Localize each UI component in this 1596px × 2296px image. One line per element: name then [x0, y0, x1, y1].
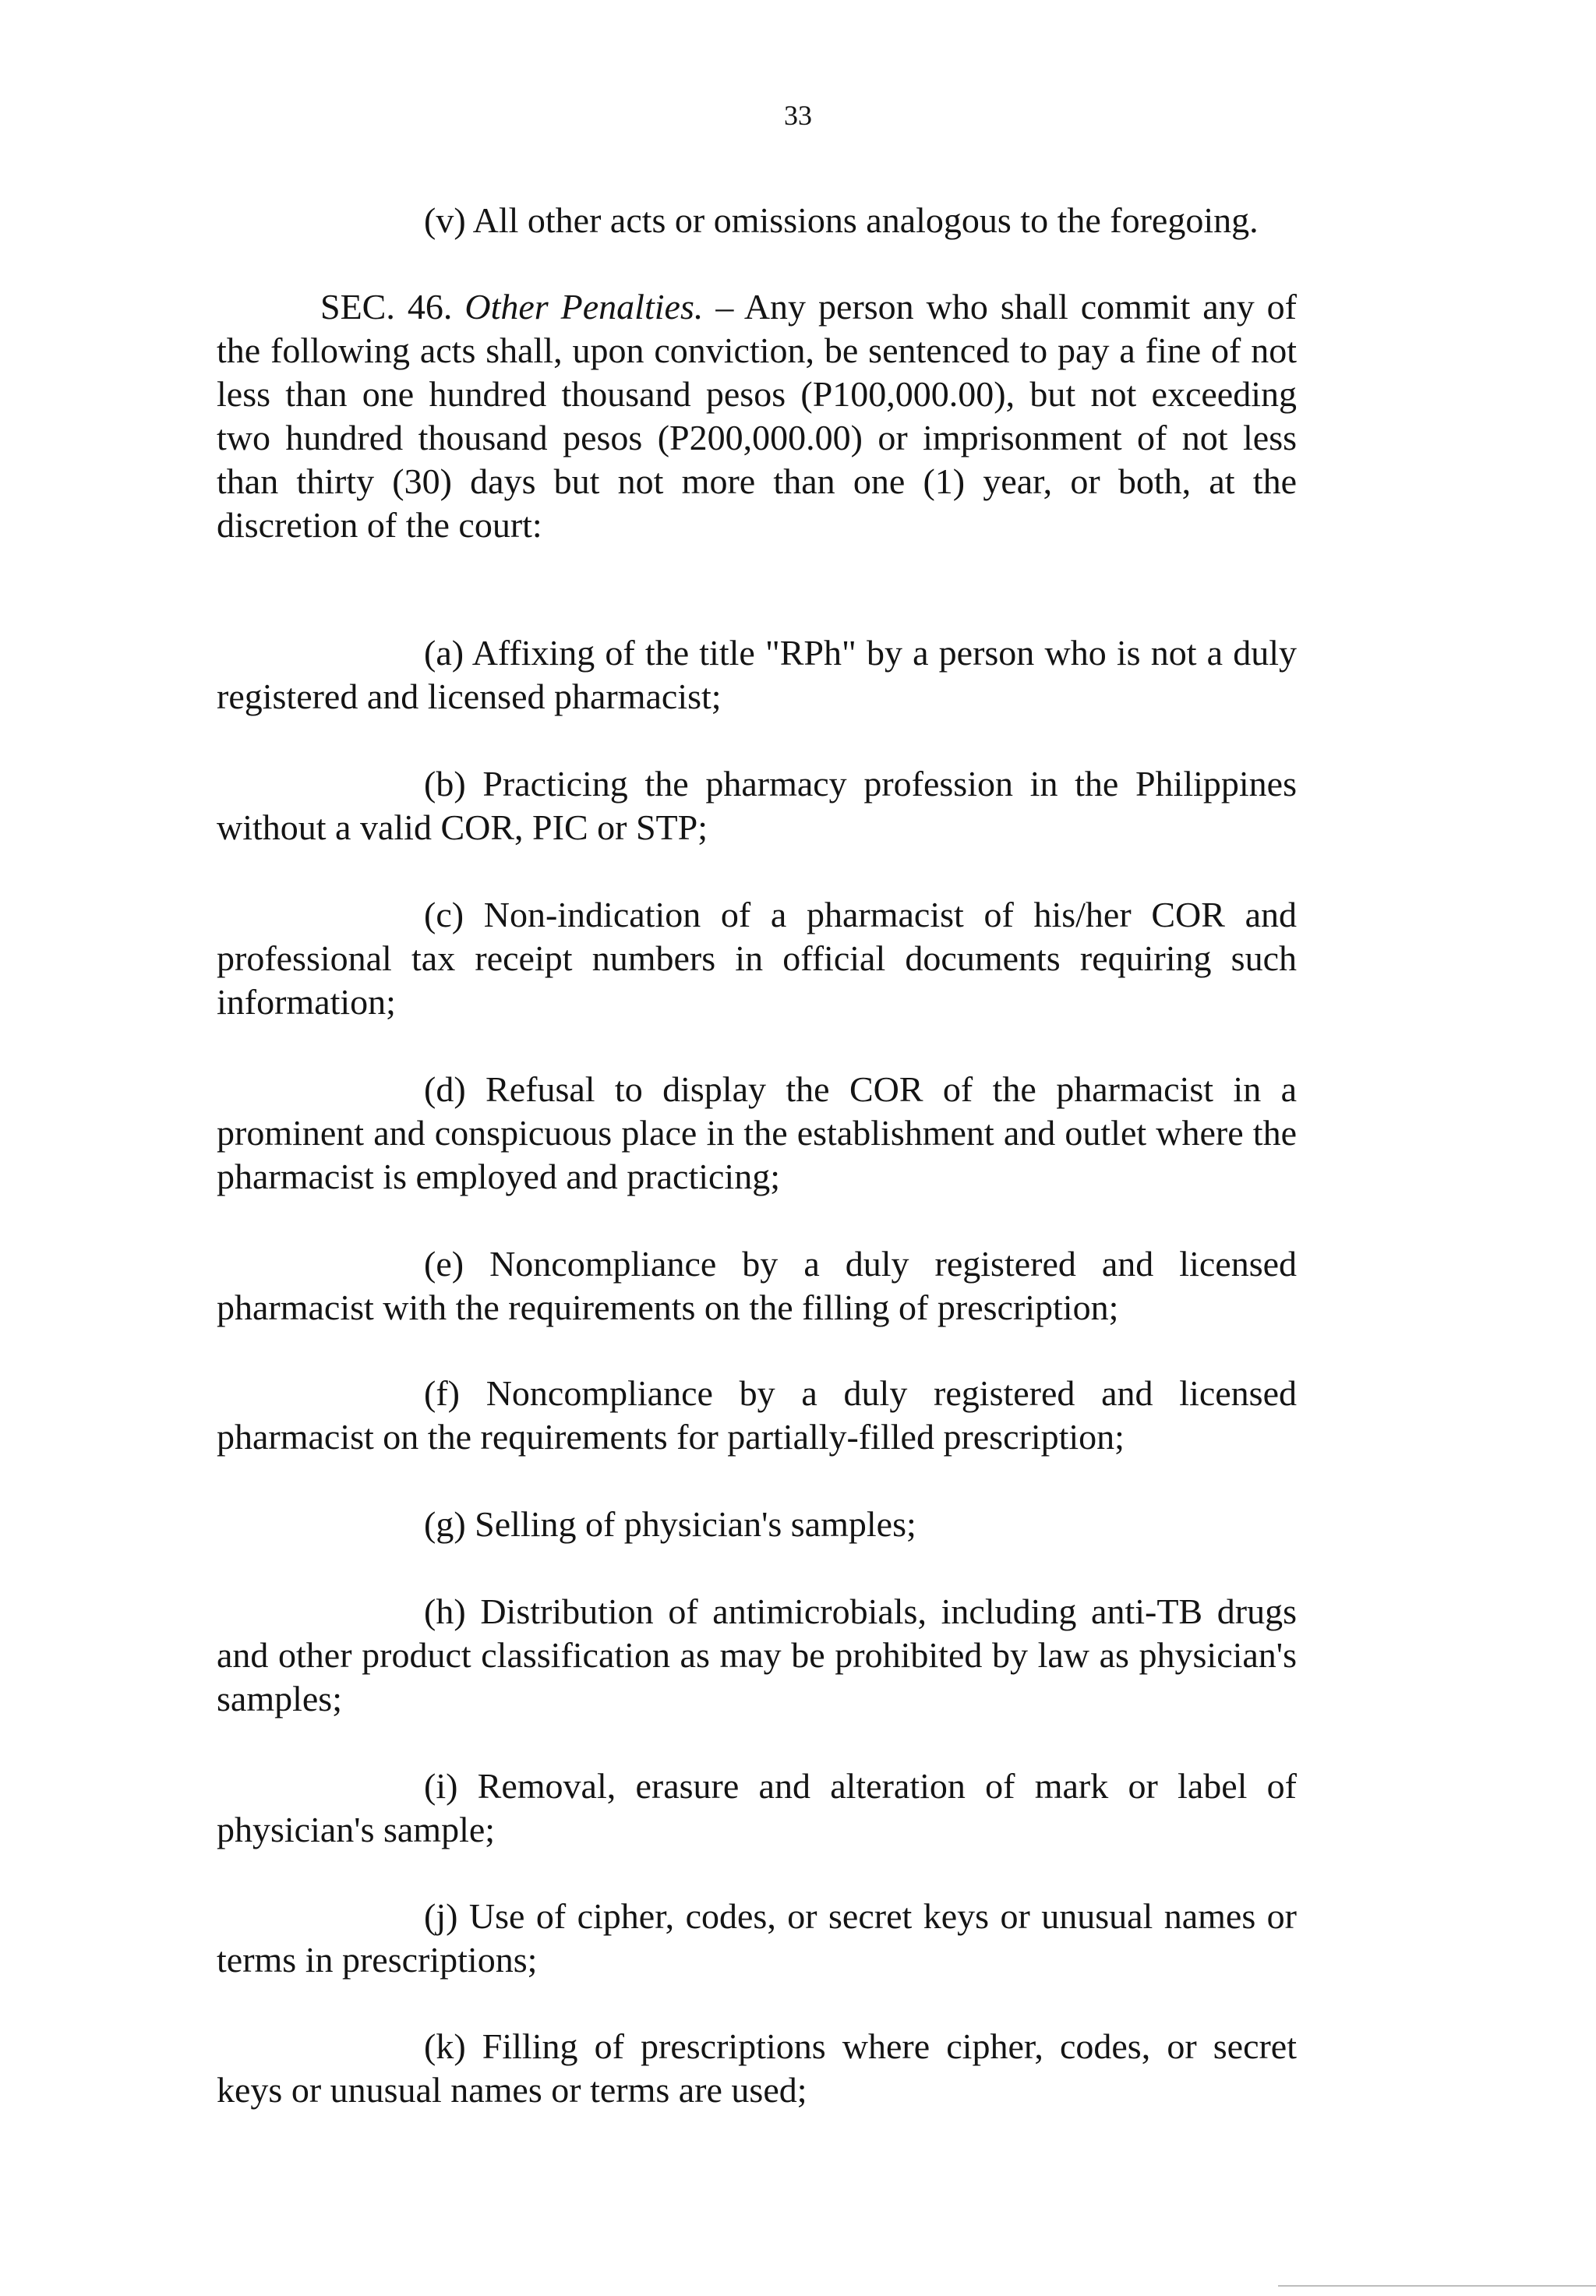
paragraph-i: [217, 1764, 1297, 1852]
item-label: (e): [424, 1244, 464, 1284]
item-label: (g): [424, 1504, 466, 1544]
item-text: Non-indication of a pharmacist of his/her COR and professional tax receipt numbers in official documents requiring such information;: [217, 895, 1297, 1022]
item-label: (c): [424, 895, 464, 934]
item-text: Removal, erasure and alteration of mark or label of physician's sample;: [217, 1766, 1297, 1849]
item-text: Filling of prescriptions where cipher, codes, or secret keys or unusual names or terms are used;: [217, 2026, 1298, 2110]
section-46-paragraph: [217, 285, 1297, 547]
paragraph-k: [217, 2025, 1297, 2112]
item-text: Refusal to display the COR of the pharmacist in a prominent and conspicuous place in the establishment and outlet where the pharmacist is employed and practicing;: [217, 1069, 1297, 1196]
item-text: Affixing of the title "RPh" by a person who is not a duly registered and licensed pharmacist;: [217, 633, 1297, 716]
section-title: Other Penalties.: [464, 287, 704, 327]
paragraph-a: [217, 631, 1297, 719]
item-text: Noncompliance by a duly registered and licensed pharmacist with the requirements on the filling of prescription;: [217, 1244, 1298, 1327]
paragraph-h: [217, 1590, 1297, 1721]
item-text: Practicing the pharmacy profession in the Philippines without a valid COR, PIC or STP;: [217, 764, 1297, 847]
paragraph-v: [217, 199, 1297, 242]
item-text: Noncompliance by a duly registered and licensed pharmacist on the requirements for partially-filled prescription;: [217, 1373, 1298, 1457]
page-number: 33: [784, 100, 812, 131]
paragraph-b: [217, 762, 1297, 850]
item-label: (d): [424, 1069, 466, 1109]
paragraph-g: [217, 1503, 1297, 1546]
item-text: Use of cipher, codes, or secret keys or unusual names or terms in prescriptions;: [217, 1896, 1297, 1980]
item-label: (f): [424, 1373, 460, 1413]
item-label: (h): [424, 1591, 466, 1631]
item-text: All other acts or omissions analogous to the foregoing.: [472, 200, 1259, 240]
item-label: (b): [424, 764, 466, 804]
section-number: SEC. 46.: [320, 287, 453, 327]
paragraph-d: [217, 1068, 1297, 1199]
item-label: (i): [424, 1766, 458, 1806]
item-label: (v): [424, 200, 466, 240]
paragraph-j: [217, 1895, 1297, 1982]
item-label: (k): [424, 2026, 466, 2066]
item-label: (j): [424, 1896, 458, 1936]
item-text: Selling of physician's samples;: [475, 1504, 916, 1544]
item-label: (a): [424, 633, 464, 673]
item-text: Distribution of antimicrobials, including anti-TB drugs and other product classification as may be prohibited by law as physician's samples;: [217, 1591, 1297, 1718]
paragraph-f: [217, 1372, 1297, 1459]
paragraph-c: [217, 893, 1297, 1024]
paragraph-e: [217, 1242, 1297, 1330]
section-body: – Any person who shall commit any of the following acts shall, upon conviction, be sentenced to pay a fine of not less than one hundred thousand pesos (P100,000.00), but not exceeding two hundred thousand pesos (P200,000.00) or imprisonment of not less than thirty (30) days but not more than one (1) year, or both, at the discretion of the court:: [217, 287, 1298, 545]
scan-edge-line: [1278, 2285, 1596, 2287]
